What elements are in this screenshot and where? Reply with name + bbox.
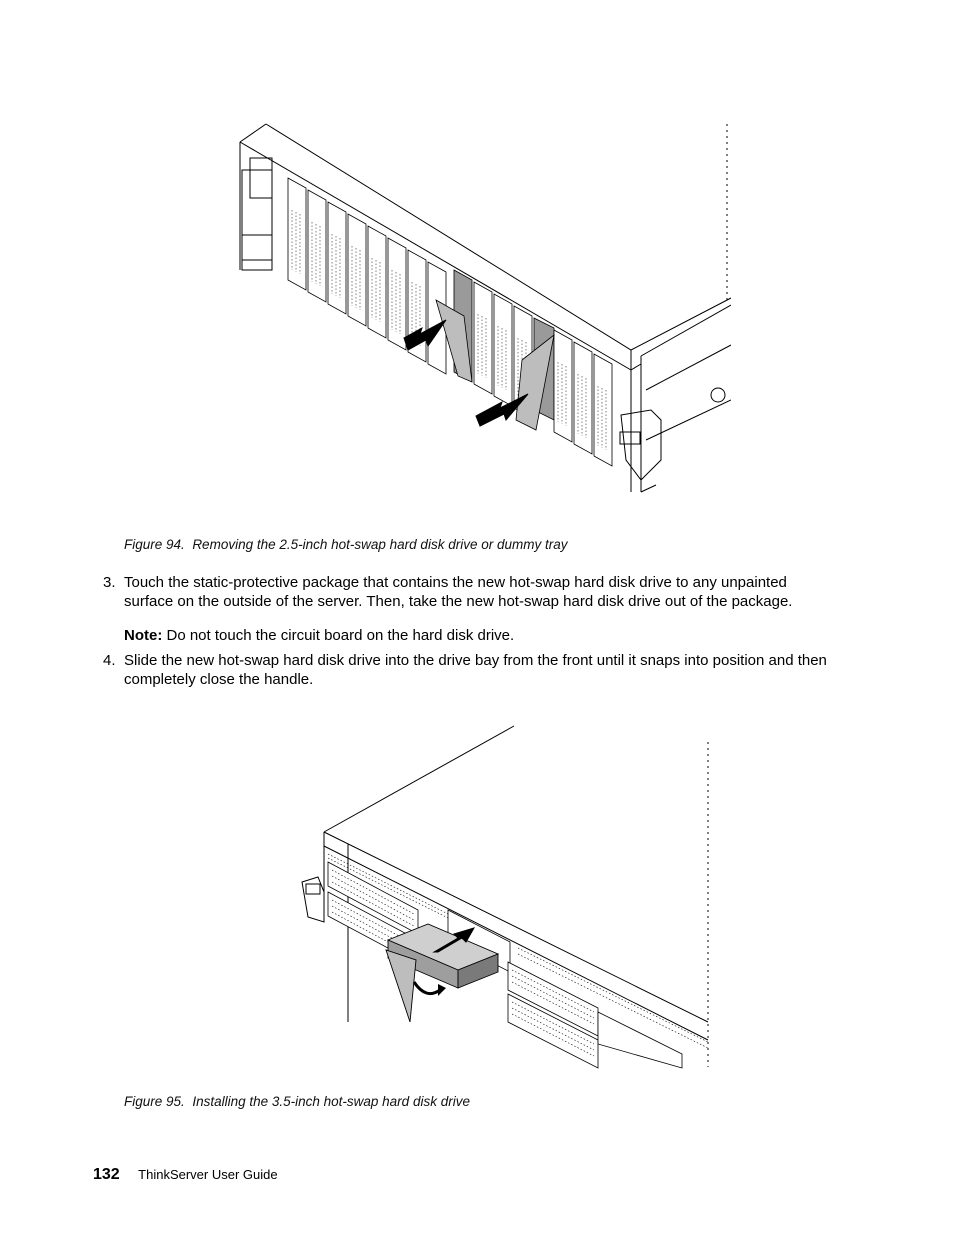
figure-94-caption [124,537,567,552]
step-4 [103,651,843,691]
book-title: ThinkServer User Guide [138,1167,278,1182]
note-text: Do not touch the circuit board on the hard disk drive. [166,627,515,644]
step-4-text: Slide the new hot-swap hard disk drive into the drive bay from the front until it snaps into position and then completely close the handle. [124,652,827,688]
step-4-number: 4. [103,652,116,669]
note [124,626,514,645]
step-3-number: 3. [103,574,116,591]
figure-95-caption [124,1094,470,1109]
step-3 [103,573,843,613]
figure-94-illustration [236,120,731,500]
figure-94-caption-label: Figure 94. [124,537,185,552]
page-number: 132 [93,1166,120,1183]
note-label: Note: [124,627,163,644]
step-3-text: Touch the static-protective package that contains the new hot-swap hard disk drive to any unpainted surface on the outside of the server. Then, take the new hot-swap hard disk drive out of the package. [124,574,793,610]
page-footer [93,1166,278,1184]
figure-94-caption-text: Removing the 2.5-inch hot-swap hard disk drive or dummy tray [192,537,568,552]
figure-95-caption-text: Installing the 3.5-inch hot-swap hard disk drive [192,1094,470,1109]
figure-95-caption-label: Figure 95. [124,1094,185,1109]
figure-95-illustration [298,722,714,1072]
